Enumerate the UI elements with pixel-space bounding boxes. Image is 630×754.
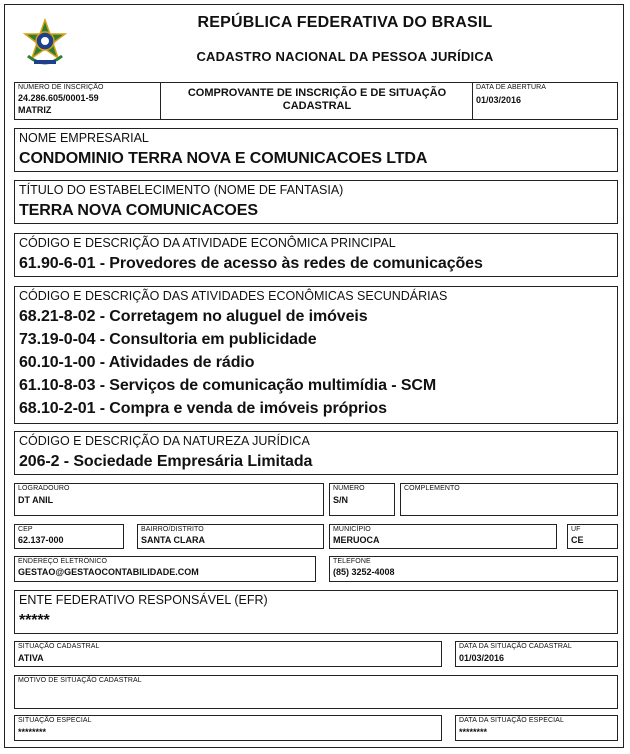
logradouro-value: DT ANIL [18,495,54,505]
data-situacao-box [455,641,618,667]
bairro-box [137,524,324,549]
efr-label: ENTE FEDERATIVO RESPONSÁVEL (EFR) [19,593,268,607]
email-label: ENDEREÇO ELETRÔNICO [18,558,108,565]
data-situacao-especial-label: DATA DA SITUAÇÃO ESPECIAL [459,717,564,724]
nome-empresarial-box [14,128,618,172]
atividade-principal-box [14,233,618,277]
motivo-box [14,675,618,709]
brazil-coat-of-arms-icon [20,18,70,68]
logradouro-label: LOGRADOURO [18,485,70,492]
uf-value: CE [571,535,584,545]
atividade-principal-label: CÓDIGO E DESCRIÇÃO DA ATIVIDADE ECONÔMICA PRINCIPAL [19,236,396,250]
comprovante-box [160,82,474,120]
natureza-juridica-value: 206-2 - Sociedade Empresária Limitada [19,453,313,470]
municipio-value: MERUOCA [333,535,380,545]
nome-empresarial-value: CONDOMINIO TERRA NOVA E COMUNICACOES LTDA [19,150,428,167]
natureza-juridica-label: CÓDIGO E DESCRIÇÃO DA NATUREZA JURÍDICA [19,434,310,448]
cnpj-value: 24.286.605/0001-59 [18,93,99,103]
atividade-secundaria-item: 73.19-0-04 - Consultoria em publicidade [19,331,317,348]
atividade-secundaria-item: 61.10-8-03 - Serviços de comunicação multimídia - SCM [19,377,437,394]
natureza-juridica-box [14,431,618,475]
inscricao-box [14,82,162,120]
nome-empresarial-label: NOME EMPRESARIAL [19,131,149,145]
page-title: REPÚBLICA FEDERATIVA DO BRASIL [197,14,493,31]
abertura-value: 01/03/2016 [476,95,522,105]
telefone-box [329,556,618,582]
municipio-label: MUNICÍPIO [333,526,371,533]
situacao-label: SITUAÇÃO CADASTRAL [18,643,100,650]
abertura-label: DATA DE ABERTURA [476,84,547,91]
comprovante-title: COMPROVANTE DE INSCRIÇÃO E DE SITUAÇÃO CADASTRAL [187,87,447,112]
telefone-value: (85) 3252-4008 [333,567,395,577]
titulo-estabelecimento-label: TÍTULO DO ESTABELECIMENTO (NOME DE FANTASIA) [19,183,344,197]
logradouro-box [14,483,324,516]
page-subtitle: CADASTRO NACIONAL DA PESSOA JURÍDICA [196,49,494,64]
situacao-box [14,641,442,667]
uf-box [567,524,618,549]
data-situacao-label: DATA DA SITUAÇÃO CADASTRAL [459,643,572,650]
abertura-box [472,82,618,120]
titulo-estabelecimento-value: TERRA NOVA COMUNICACOES [19,202,258,219]
cep-value: 62.137-000 [18,535,64,545]
motivo-label: MOTIVO DE SITUAÇÃO CADASTRAL [18,677,142,684]
email-value: GESTAO@GESTAOCONTABILIDADE.COM [18,567,199,577]
data-situacao-value: 01/03/2016 [459,653,505,663]
municipio-box [329,524,557,549]
atividade-secundaria-item: 60.10-1-00 - Atividades de rádio [19,354,255,371]
bairro-value: SANTA CLARA [141,535,205,545]
situacao-especial-label: SITUAÇÃO ESPECIAL [18,717,92,724]
cep-box [14,524,124,549]
numero-value: S/N [333,495,349,505]
efr-value: ***** [19,612,50,629]
inscricao-label: NÚMERO DE INSCRIÇÃO [18,84,104,91]
tipo-value: MATRIZ [18,105,52,115]
complemento-label: COMPLEMENTO [404,485,460,492]
atividades-secundarias-box [14,286,618,424]
atividade-principal-value: 61.90-6-01 - Provedores de acesso às redes de comunicações [19,255,483,272]
telefone-label: TELEFONE [333,558,371,565]
data-situacao-especial-value: ******** [459,727,488,737]
numero-box [329,483,395,516]
atividade-secundaria-item: 68.21-8-02 - Corretagem no aluguel de imóveis [19,308,368,325]
numero-label: NÚMERO [333,485,365,492]
complemento-box [400,483,618,516]
uf-label: UF [571,526,581,533]
cep-label: CEP [18,526,33,533]
email-box [14,556,316,582]
atividade-secundaria-item: 68.10-2-01 - Compra e venda de imóveis próprios [19,400,387,417]
situacao-especial-value: ******** [18,727,47,737]
data-situacao-especial-box [455,715,618,741]
bairro-label: BAIRRO/DISTRITO [141,526,204,533]
situacao-value: ATIVA [18,653,44,663]
titulo-estabelecimento-box [14,180,618,224]
atividades-secundarias-label: CÓDIGO E DESCRIÇÃO DAS ATIVIDADES ECONÔMICAS SECUNDÁRIAS [19,289,448,303]
situacao-especial-box [14,715,442,741]
efr-box [14,590,618,634]
